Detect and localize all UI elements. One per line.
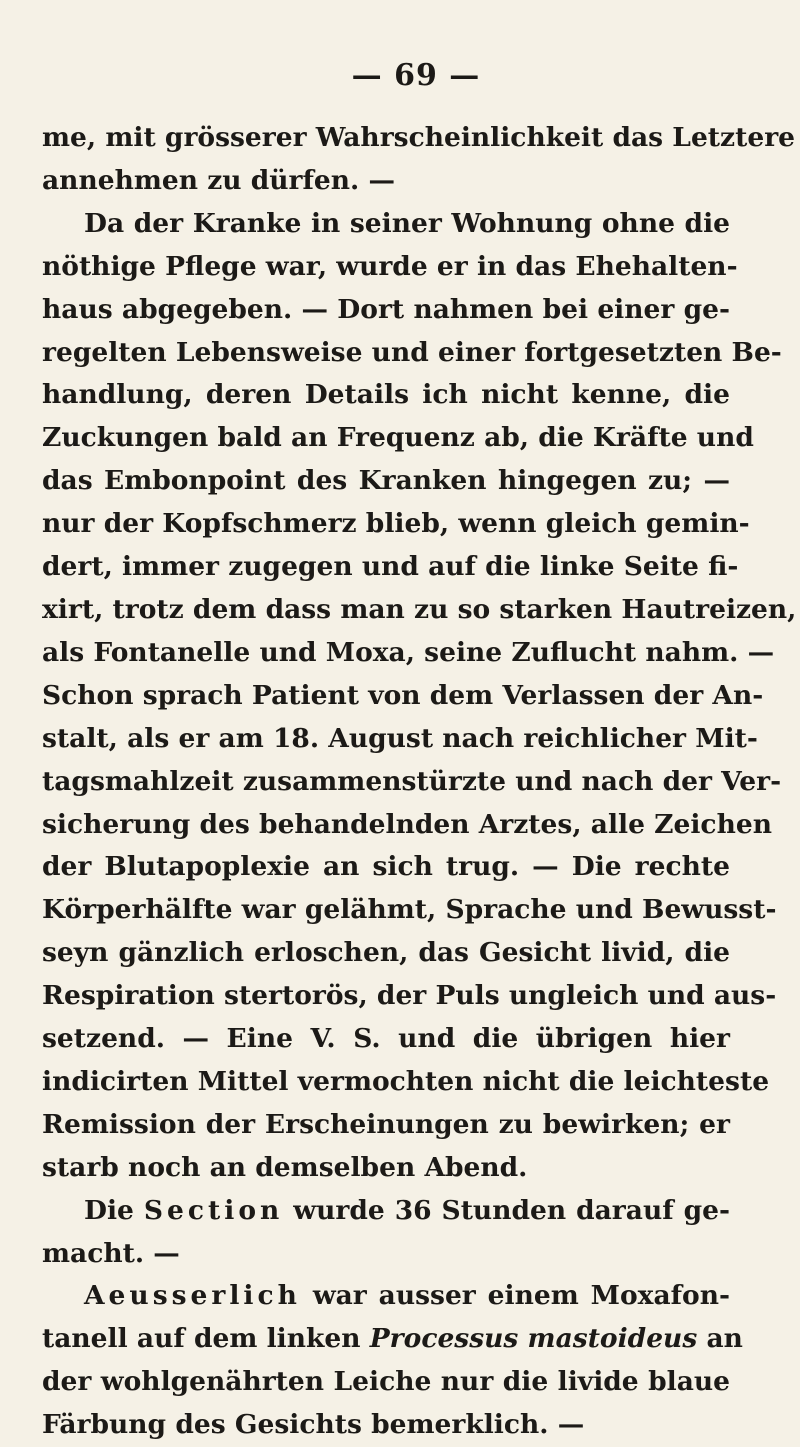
text-line: tagsmahlzeit zusammenstürzte und nach der Ver- xyxy=(42,765,782,797)
text-line: Schon sprach Patient von dem Verlassen der An- xyxy=(42,679,764,711)
text-line: der Blutapoplexie an sich trug. — Die rechte xyxy=(42,851,730,883)
text-line: der wohlgenährten Leiche nur die livide blaue xyxy=(42,1366,730,1398)
italic-term: Processus mastoideus xyxy=(369,1323,698,1355)
text-line: setzend. — Eine V. S. und die übrigen hier xyxy=(42,1023,730,1055)
text-line: handlung, deren Details ich nicht kenne, die xyxy=(42,379,730,411)
text-fragment: Die xyxy=(84,1194,134,1226)
text-line: Zuckungen bald an Frequenz ab, die Kräfte und xyxy=(42,422,754,454)
text-line: nur der Kopfschmerz blieb, wenn gleich gemin- xyxy=(42,508,750,540)
spaced-keyword: Section xyxy=(143,1194,284,1226)
text-line: Körperhälfte war gelähmt, Sprache und Bewusst- xyxy=(42,894,777,926)
text-line: Respiration stertorös, der Puls ungleich und aus- xyxy=(42,980,777,1012)
spaced-keyword: Aeusserlich xyxy=(84,1280,301,1312)
text-line: Da der Kranke in seiner Wohnung ohne die xyxy=(84,207,730,239)
text-line: Färbung des Gesichts bemerklich. — xyxy=(42,1409,585,1441)
text-line: indicirten Mittel vermochten nicht die leichteste xyxy=(42,1065,770,1097)
text-line xyxy=(42,1190,730,1233)
text-fragment: tanell auf dem linken xyxy=(42,1323,361,1355)
text-line: stalt, als er am 18. August nach reichlicher Mit- xyxy=(42,722,758,754)
text-line: regelten Lebensweise und einer fortgesetzten Be- xyxy=(42,336,782,368)
text-line: starb noch an demselben Abend. xyxy=(42,1151,528,1183)
text-line: haus abgegeben. — Dort nahmen bei einer ge- xyxy=(42,293,730,325)
text-line: sicherung des behandelnden Arztes, alle Zeichen xyxy=(42,808,772,840)
text-line: dert, immer zugegen und auf die linke Seite fi- xyxy=(42,551,739,583)
text-line: xirt, trotz dem dass man zu so starken Hautreizen, xyxy=(42,593,797,625)
text-line: das Embonpoint des Kranken hingegen zu; — xyxy=(42,465,730,497)
text-line: macht. — xyxy=(42,1237,180,1269)
text-fragment: war ausser einem Moxafon- xyxy=(312,1280,730,1312)
text-line: annehmen zu dürfen. — xyxy=(42,164,396,196)
text-line xyxy=(42,1318,743,1361)
text-line xyxy=(42,1275,730,1318)
text-fragment: an xyxy=(706,1323,743,1355)
text-line: nöthige Pflege war, wurde er in das Ehehalten- xyxy=(42,250,738,282)
text-fragment: wurde 36 Stunden darauf ge- xyxy=(293,1194,730,1226)
page-number: — 69 — xyxy=(351,58,481,93)
text-line: Remission der Erscheinungen zu bewirken; er xyxy=(42,1108,730,1140)
text-line: me, mit grösserer Wahrscheinlichkeit das Letztere xyxy=(42,122,796,153)
text-line: seyn gänzlich erloschen, das Gesicht livid, die xyxy=(42,937,730,969)
text-line: als Fontanelle und Moxa, seine Zuflucht nahm. — xyxy=(42,636,775,668)
